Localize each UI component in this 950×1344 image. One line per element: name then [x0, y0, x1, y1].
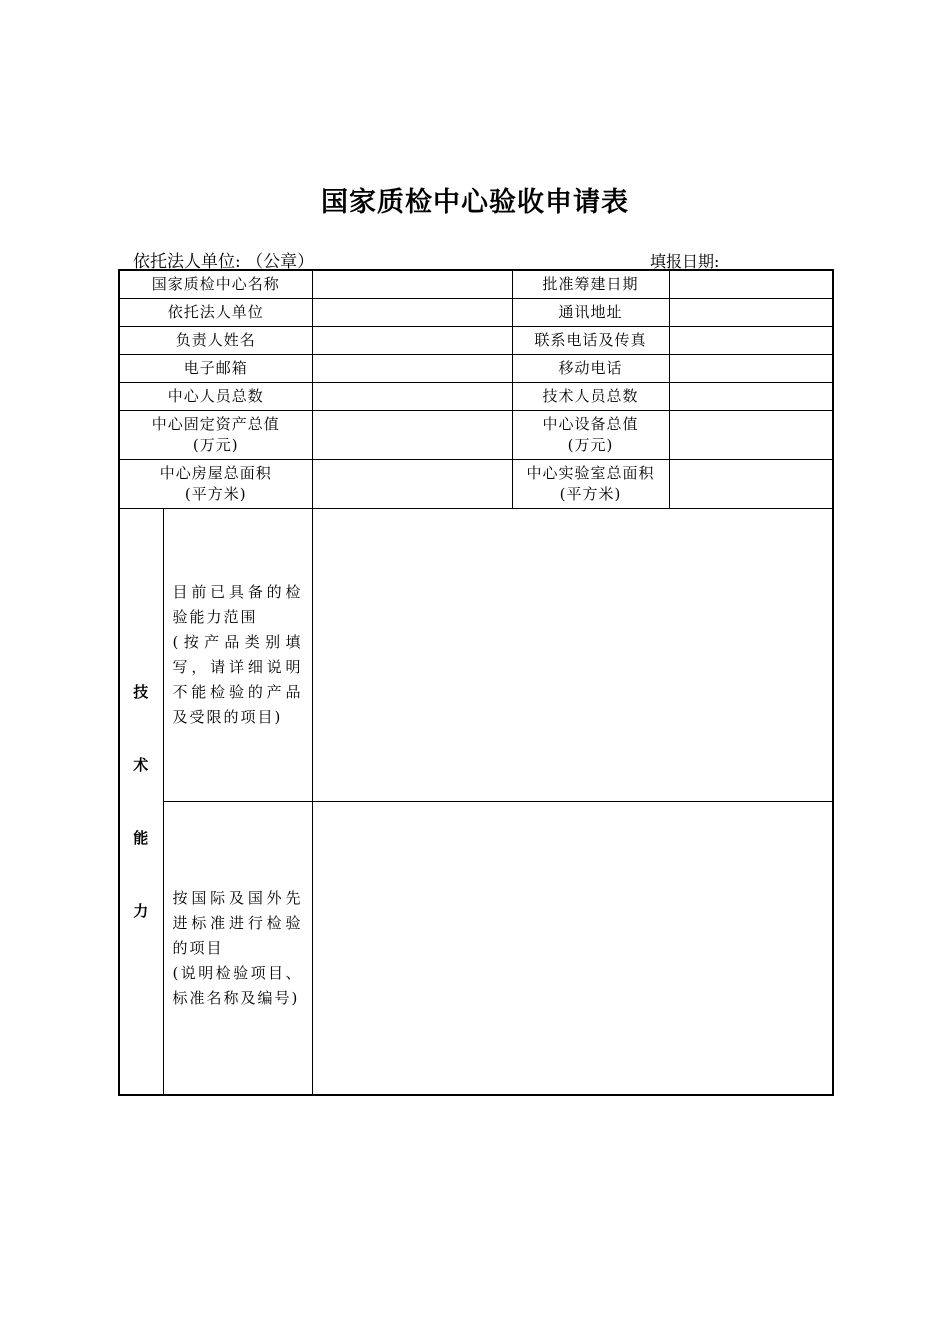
director-name-label: 负责人姓名 — [119, 327, 312, 355]
fixed-assets-label-unit: (万元) — [192, 436, 239, 454]
fill-date-label: 填报日期: — [650, 252, 720, 271]
lab-area-label-line1: 中心实验室总面积 — [526, 464, 655, 482]
current-capability-label — [163, 509, 312, 802]
table-row — [119, 383, 833, 411]
mailing-address-label: 通讯地址 — [512, 299, 669, 327]
table-row — [119, 411, 833, 460]
mailing-address-field[interactable] — [669, 299, 833, 327]
side-char: 能 — [133, 828, 150, 847]
center-name-label: 国家质检中心名称 — [119, 270, 312, 299]
fixed-assets-label — [119, 411, 312, 460]
table-row — [119, 270, 833, 299]
building-area-label — [119, 460, 312, 509]
intl-standard-label — [163, 802, 312, 1096]
side-char: 力 — [133, 901, 150, 920]
tech-staff-total-label: 技术人员总数 — [512, 383, 669, 411]
current-capability-field[interactable] — [312, 509, 833, 802]
entrusted-unit-label: 依托法人单位: （公章） — [133, 252, 315, 272]
intl-standard-field[interactable] — [312, 802, 833, 1096]
lab-area-label-unit: (平方米) — [559, 485, 622, 503]
side-char: 技 — [133, 682, 150, 701]
building-area-label-line1: 中心房屋总面积 — [159, 464, 272, 482]
equipment-total-field[interactable] — [669, 411, 833, 460]
email-label: 电子邮箱 — [119, 355, 312, 383]
center-name-field[interactable] — [312, 270, 512, 299]
director-name-field[interactable] — [312, 327, 512, 355]
table-row — [119, 355, 833, 383]
intl-standard-title: 按国际及国外先进标准进行检验的项目 — [172, 888, 303, 957]
table-row — [119, 460, 833, 509]
approval-date-label: 批准筹建日期 — [512, 270, 669, 299]
mobile-field[interactable] — [669, 355, 833, 383]
application-form-table — [118, 269, 834, 1096]
phone-fax-label: 联系电话及传真 — [512, 327, 669, 355]
table-row — [119, 299, 833, 327]
table-row — [119, 802, 833, 1096]
equipment-total-label — [512, 411, 669, 460]
staff-total-field[interactable] — [312, 383, 512, 411]
technical-capability-label — [119, 509, 163, 1096]
legal-unit-field[interactable] — [312, 299, 512, 327]
lab-area-label — [512, 460, 669, 509]
tech-staff-total-field[interactable] — [669, 383, 833, 411]
email-field[interactable] — [312, 355, 512, 383]
lab-area-field[interactable] — [669, 460, 833, 509]
equipment-total-label-unit: (万元) — [567, 436, 614, 454]
intl-standard-note: (说明检验项目、标准名称及编号) — [172, 963, 303, 1007]
building-area-label-unit: (平方米) — [184, 485, 247, 503]
fixed-assets-field[interactable] — [312, 411, 512, 460]
equipment-total-label-line1: 中心设备总值 — [542, 415, 639, 433]
building-area-field[interactable] — [312, 460, 512, 509]
mobile-label: 移动电话 — [512, 355, 669, 383]
side-char: 术 — [133, 755, 150, 774]
phone-fax-field[interactable] — [669, 327, 833, 355]
table-row — [119, 327, 833, 355]
table-row — [119, 509, 833, 802]
current-capability-note: (按产品类别填写，请详细说明不能检验的产品及受限的项目) — [172, 633, 303, 726]
staff-total-label: 中心人员总数 — [119, 383, 312, 411]
form-title: 国家质检中心验收申请表 — [321, 187, 629, 218]
legal-unit-label: 依托法人单位 — [119, 299, 312, 327]
approval-date-field[interactable] — [669, 270, 833, 299]
fixed-assets-label-line1: 中心固定资产总值 — [151, 415, 280, 433]
current-capability-title: 目前已具备的检验能力范围 — [172, 583, 303, 626]
